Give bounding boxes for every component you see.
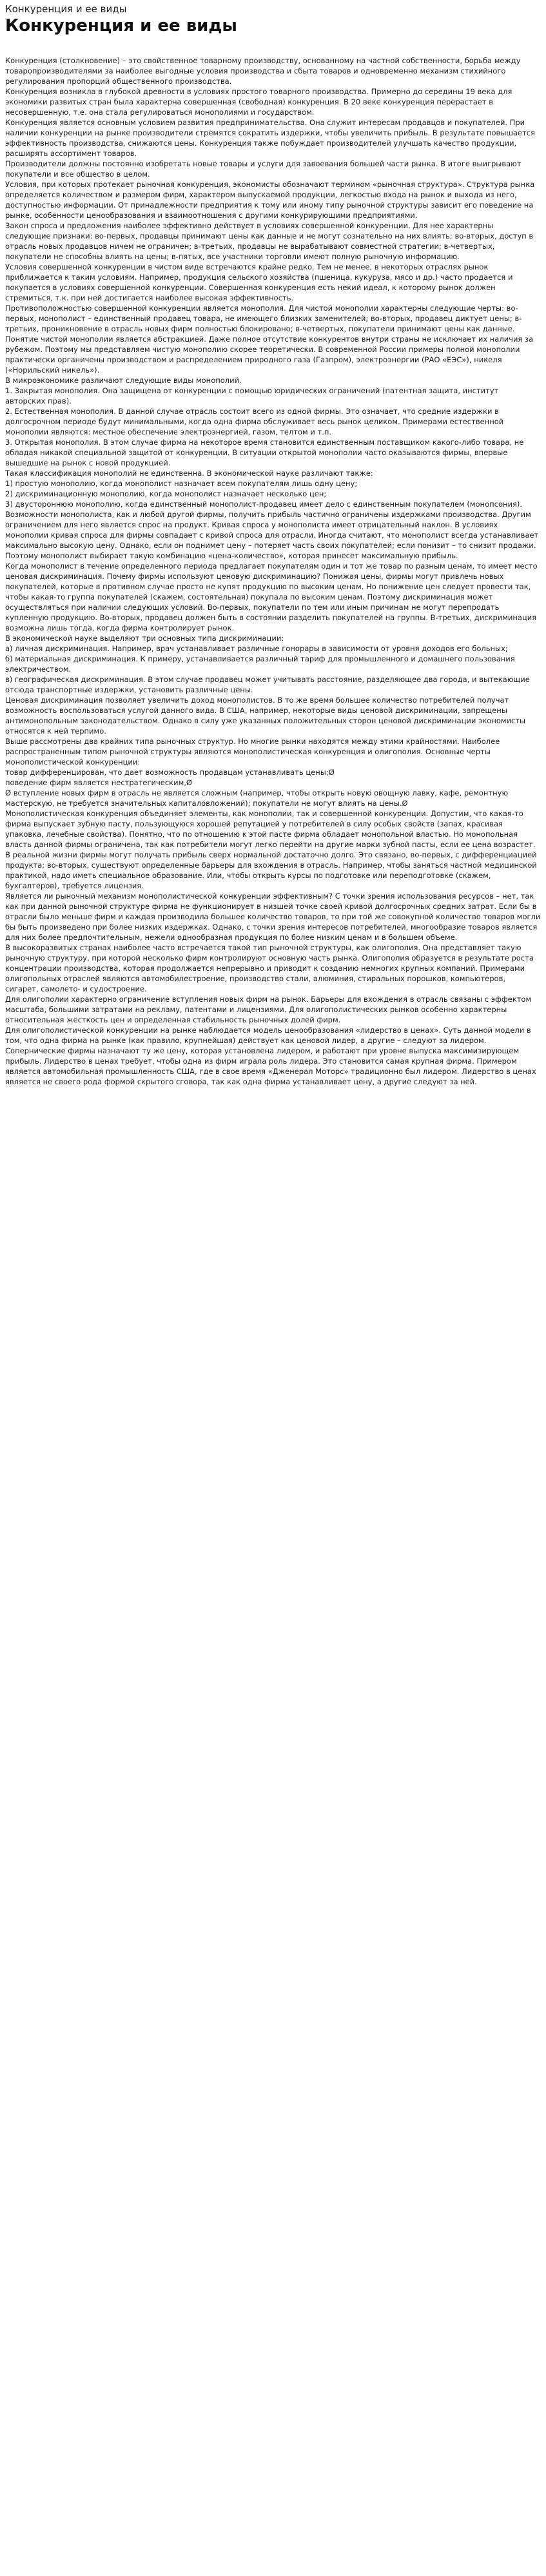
- paragraph: Закон спроса и предложения наиболее эффективно действует в условиях совершенной конкуренции. Для нее характерны следующие признаки: во-первых, продавцы принимают цены как данные и не могут сознательно на них влиять; во-вторых, доступ в отрасль новых продавцов ничем не ограничен; в-третьих, продавцы не вырабатывают совместной стратегии; в-четвертых, покупатели не способны влиять на цены; в-пятых, все участники торговли имеют полную рыночную информацию.: [5, 221, 534, 261]
- paragraph: Выше рассмотрены два крайних типа рыночных структур. Но многие рынки находятся между этими крайностями. Наиболее распространенным типом рыночной структуры являются монополистическая конкуренция и олигополия. Основные черты монополистической конкуренции:: [5, 737, 500, 766]
- paragraph: Возможности монополиста, как и любой другой фирмы, получить прибыль частично ограничены издержками производства. Другим ограничением для него является спрос на продукт. Кривая спроса у монополиста имеет отрицательный наклон. В условиях монополии кривая спроса для фирмы совпадает с кривой спроса для отрасли. Иногда считают, что монополист всегда устанавливает максимально высокую цену. Однако, если он поднимет цену – потеряет часть своих покупателей; если понизит – то снизит продажи. Поэтому монополист выбирает такую комбинацию «цена-количество», которая принесет максимальную прибыль.: [5, 510, 539, 560]
- paragraph: 3) двустороннюю монополию, когда единственный монополист-продавец имеет дело с единственным покупателем (монопсония).: [5, 500, 523, 509]
- paragraph: В микроэкономике различают следующие виды монополий.: [5, 376, 242, 385]
- document-page: [0, 0, 546, 1095]
- article-body: [5, 55, 541, 1087]
- page-tab-title: Конкуренция и ее виды: [5, 3, 127, 15]
- paragraph: в) географическая дискриминация. В этом случае продавец может учитывать расстояние, разделяющее два города, и вытекающие отсюда транспортные издержки, установить различные цены.: [5, 675, 530, 694]
- paragraph: 1) простую монополию, когда монополист назначает всем покупателям лишь одну цену;: [5, 479, 358, 488]
- page-title: Конкуренция и ее виды: [5, 16, 237, 35]
- paragraph: Ø вступление новых фирм в отрасль не является сложным (например, чтобы открыть новую овощную лавку, кафе, ремонтную мастерскую, не требуется значительных капиталовложений); покупатели не могут влиять на цены.Ø: [5, 788, 509, 808]
- paragraph: В реальной жизни фирмы могут получать прибыль сверх нормальной достаточно долго. Это связано, во-первых, с дифференциацией продукта; во-вторых, существуют определенные барьеры для вхождения в отрасль. Например, чтобы заняться частной медицинской практикой, надо иметь специальное образование. Или, чтобы открыть курсы по подготовке или переподготовке (скажем, бухгалтеров), требуется лицензия.: [5, 850, 537, 890]
- paragraph: Конкуренция возникла в глубокой древности в условиях простого товарного производства. Примерно до середины 19 века для экономики развитых стран была характерна совершенная (свободная) конкуренция. В 20 веке конкуренция перерастает в несовершенную, т.е. она стала регулироваться монополиями и государством.: [5, 87, 512, 117]
- paragraph: Противоположностью совершенной конкуренции является монополия. Для чистой монополии характерны следующие черты: во-первых, монополист – единственный продавец товара, не имеющего близких заменителей; во-вторых, продавец диктует цены; в-третьих, проникновение в отрасль новых фирм полностью блокировано; в-четвертых, покупатели принимают цены как данные.: [5, 304, 522, 333]
- paragraph: 2. Естественная монополия. В данной случае отрасль состоит всего из одной фирмы. Это означает, что средние издержки в долгосрочном периоде будут минимальными, когда одна фирма обслуживает весь рынок целиком. Примерами естественной монополии являются: местное обеспечение электроэнергией, газом, телтом и т.п.: [5, 407, 504, 436]
- paragraph: Монополистическая конкуренция объединяет элементы, как монополии, так и совершенной конкуренции. Допустим, что какая-то фирма выпускает зубную пасту, пользующуюся хорошей репутацией у потребителей в силу особых свойств (запах, красивая упаковка, лечебные свойства). Понятно, что по отношению к этой пасте фирма обладает монопольной властью. Но монопольная власть данной фирмы ограничена, так как потребители могут легко перейти на другие марки зубной пасты, если ее цена возрастет.: [5, 809, 536, 849]
- paragraph: 3. Открытая монополия. В этом случае фирма на некоторое время становится единственным поставщиком какого-либо товара, не обладая никакой специальной защитой от конкуренции. В ситуации открытой монополии часто оказываются фирмы, впервые вышедшие на рынок с новой продукцией.: [5, 438, 524, 467]
- paragraph: Ценовая дискриминация позволяет увеличить доход монополистов. В то же время большее количество потребителей получат возможность воспользоваться услугой данного вида. В США, например, некоторые виды ценовой дискриминации, запрещены антимонопольным законодательством. Однако в силу уже указанных положительных сторон ценовой дискриминации экономисты относятся к ней терпимо.: [5, 696, 526, 736]
- paragraph: Конкуренция (столкновение) – это свойственное товарному производству, основанному на частной собственности, борьба между товаропроизводителями за наиболее выгодные условия производства и сбыта товаров и одновременно механизм стихийного регулирования пропорций общественного производства.: [5, 56, 521, 86]
- paragraph: Такая классификация монополий не единственна. В экономической науке различают также:: [5, 469, 373, 478]
- paragraph: б) материальная дискриминация. К примеру, устанавливается различный тариф для промышленного и домашнего пользования электричеством.: [5, 654, 515, 674]
- paragraph: поведение фирм является нестратегическим,Ø: [5, 778, 192, 787]
- paragraph: Когда монополист в течение определенного периода предлагает покупателям один и тот же товар по разным ценам, то имеет место ценовая дискриминация. Почему фирмы используют ценовую дискриминацию? Понижая цены, фирмы могут привлечь новых покупателей, которые в противном случае просто не купят продукцию по высоким ценам. Но понижение цен следует провести так, чтобы какая-то группа покупателей (скажем, состоятельная) покупала по высоким ценам. Поэтому дискриминация может осуществляться при наличии следующих условий. Во-первых, покупатели по тем или иным причинам не могут перепродать купленную продукцию. Во-вторых, продавец должен быть в состоянии разделить покупателей на группы. В-третьих, дискриминация возможна лишь тогда, когда фирма контролирует рынок.: [5, 561, 538, 632]
- paragraph: Является ли рыночный механизм монополистической конкуренции эффективным? С точки зрения использования ресурсов – нет, так как при данной рыночной структуре фирма не функционирует в низшей точке своей кривой долгосрочных средних затрат. Если бы в отрасли было меньше фирм и каждая производила большее количество товаров, то при той же совокупной количество товаров могли бы быть произведено при более низких издержках. Однако, с точки зрения интересов потребителей, многообразие товаров является для них более предпочтительным, нежели однообразная продукция по более низким ценам и в большем объеме.: [5, 892, 541, 942]
- paragraph: Конкуренция является основным условием развития предпринимательства. Она служит интересам продавцов и покупателей. При наличии конкуренции на рынке производители стремятся сократить издержки, чтобы увеличить прибыль. В результате повышается эффективность производства, снижаются цены. Конкуренция также побуждает производителей улучшать качество продукции, расширять ассортимент товаров.: [5, 118, 535, 158]
- paragraph: Производители должны постоянно изобретать новые товары и услуги для завоевания большей части рынка. В итоге выигрывают покупатели и все общество в целом.: [5, 159, 522, 179]
- paragraph: Условия совершенной конкуренции в чистом виде встречаются крайне редко. Тем не менее, в некоторых отраслях рынок приближается к таким условиям. Например, продукция сельского хозяйства (пшеница, кукуруза, мясо и др.) часто продается и покупается в условиях совершенной конкуренции. Совершенная конкуренция есть некий идеал, к которому рынок должен стремиться, т.к. при ней достигается наиболее высокая эффективность.: [5, 262, 513, 302]
- paragraph: В экономической науке выделяют три основных типа дискриминации:: [5, 634, 284, 643]
- paragraph: В высокоразвитых странах наиболее часто встречается такой тип рыночной структуры, как олигополия. Она представляет такую рыночную структуру, при которой несколько фирм контролируют основную часть рынка. Олигополия образуется в результате роста концентрации производства, которая продолжается непрерывно и приводит к созданию немногих крупных компаний. Примерами олигопольных отраслей являются автомобилестроение, производство стали, алюминия, стиральных порошков, компьютеров, сигарет, самолето- и судостроение.: [5, 943, 534, 993]
- paragraph: 1. Закрытая монополия. Она защищена от конкуренции с помощью юридических ограничений (патентная защита, институт авторских прав).: [5, 386, 499, 405]
- paragraph: а) личная дискриминация. Например, врач устанавливает различные гонорары в зависимости от уровня доходов его больных;: [5, 644, 508, 653]
- paragraph: Условия, при которых протекает рыночная конкуренция, экономисты обозначают термином «рыночная структура». Структура рынка определяется количеством и размером фирм, характером выпускаемой продукции, легкостью входа на рынок и выхода из него, доступностью информации. От принадлежности предприятия к тому или иному типу рыночной структуры зависит его поведение на рынке, особенности ценообразования и взаимоотношения с другими конкурирующими предприятиями.: [5, 180, 535, 220]
- paragraph: 2) дискриминационную монополию, когда монополист назначает несколько цен;: [5, 489, 327, 498]
- paragraph: товар дифференцирован, что дает возможность продавцам устанавливать цены;Ø: [5, 768, 335, 777]
- paragraph: Для олигополистической конкуренции на рынке наблюдается модель ценообразования «лидерство в ценах». Суть данной модели в том, что одна фирма на рынке (как правило, крупнейшая) действует как ценовой лидер, а другие – следуют за лидером. Сопернические фирмы назначают ту же цену, которая установлена лидером, и работают при уровне выпуска максимизирующем прибыль. Лидерство в ценах требует, чтобы одна из фирм играла роль лидера. Это становится самая крупная фирма. Примером является автомобильная промышленность США, где в свое время «Дженерал Моторс» традиционно был лидером. Лидерство в ценах является не своего рода формой скрытого сговора, так как одна фирма устанавливает цену, а другие следуют за ней.: [5, 1026, 536, 1086]
- paragraph: Понятие чистой монополии является абстракцией. Даже полное отсутствие конкурентов внутри страны не исключает их наличия за рубежом. Поэтому мы представляем чистую монополию скорее теоретически. В современной России примеры полной монополии практически органичены производством и распределением природного газа (Газпром), электроэнергии (РАО «ЕЭС»), никеля («Норильский никель»).: [5, 335, 534, 375]
- paragraph: Для олигополии характерно ограничение вступления новых фирм на рынок. Барьеры для вхождения в отрасль связаны с эффектом масштаба, большими затратами на рекламу, патентами и лицензиями. Для олигополистических рынков особенно характерны относительная жесткость цен и определенная стабильность рыночных долей фирм.: [5, 995, 532, 1024]
